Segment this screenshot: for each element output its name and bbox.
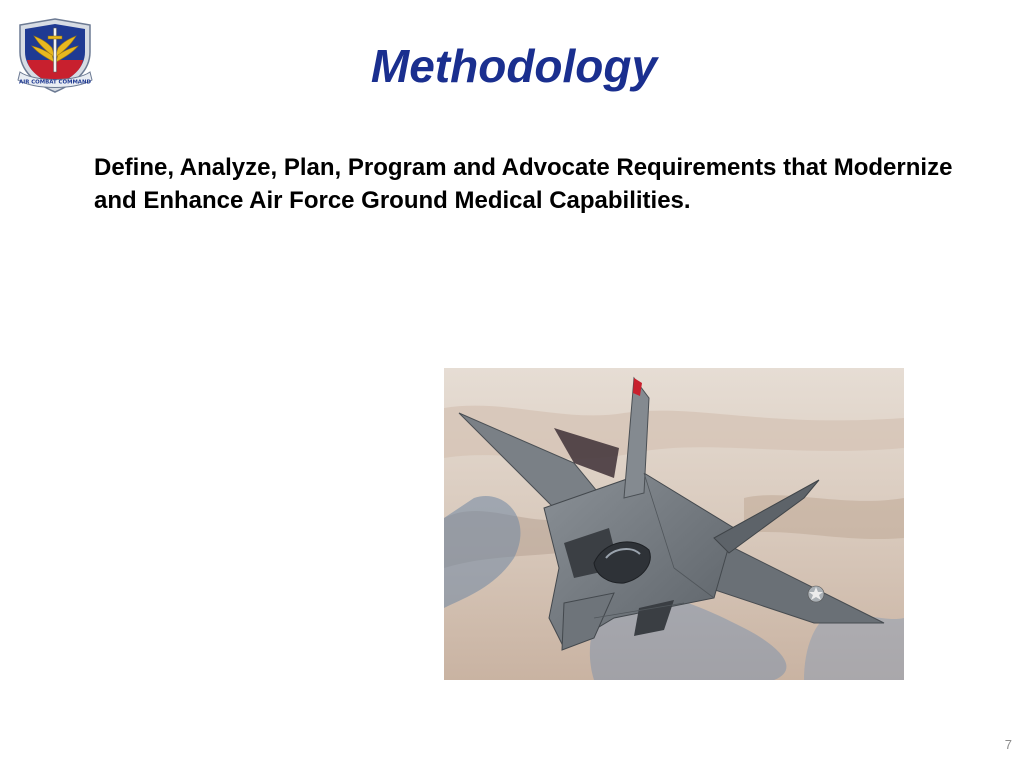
page-number: 7	[1004, 737, 1012, 752]
fighter-jet-photo	[444, 368, 904, 680]
slide-body-text: Define, Analyze, Plan, Program and Advocate Requirements that Modernize and Enhance Air Force Ground Medical Capabilities.	[94, 154, 953, 214]
logo-ribbon-text: AIR COMBAT COMMAND	[19, 79, 91, 86]
slide-title: Methodology	[370, 40, 658, 92]
